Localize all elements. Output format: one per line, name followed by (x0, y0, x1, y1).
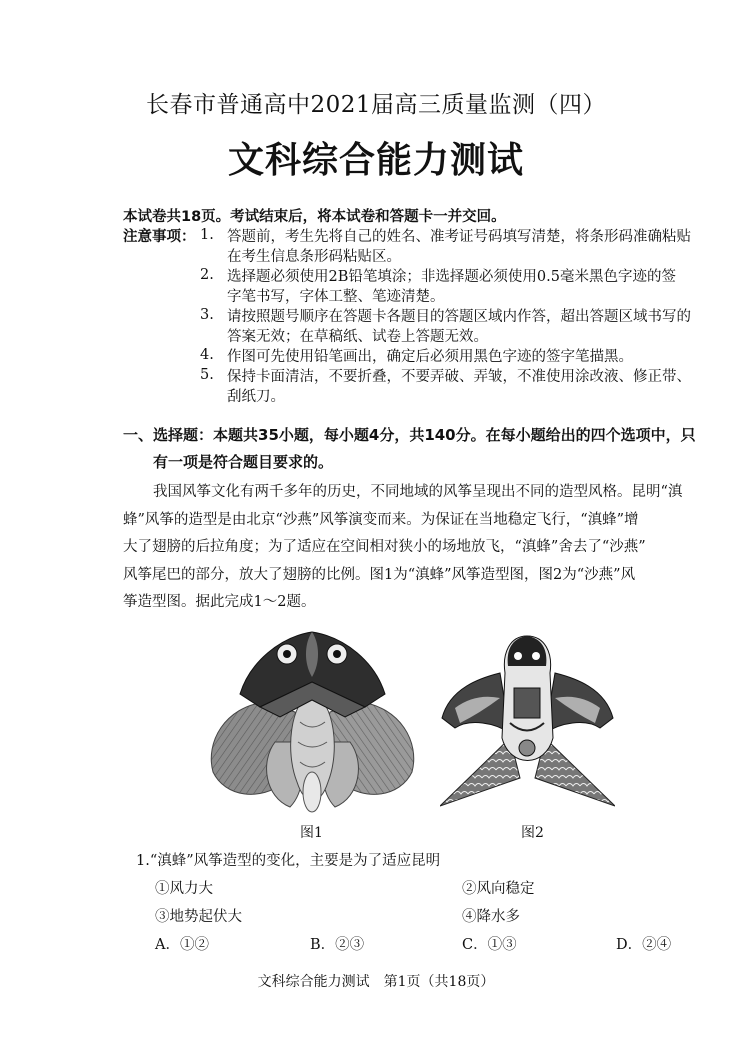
note-text (227, 347, 717, 367)
note-number: 1. (200, 227, 214, 243)
note-text (227, 307, 717, 347)
passage-line: 蜂”风筝的造型是由北京“沙燕”风筝演变而来。为保证在当地稳定飞行，“滇蜂”增 (123, 511, 639, 528)
question-1-item: ③地势起伏大 (155, 909, 242, 925)
note-text (227, 227, 717, 267)
intro-line: 本试卷共18页。考试结束后，将本试卷和答题卡一并交回。 (123, 209, 506, 225)
note-line: 作图可先使用铅笔画出，确定后必须用黑色字迹的签字笔描黑。 (227, 349, 633, 365)
reading-passage (123, 479, 723, 617)
section-heading-line: 一、选择题：本题共35小题，每小题4分，共140分。在每小题给出的四个选项中，只 (123, 426, 696, 444)
note-line: 答题前，考生先将自己的姓名、准考证号码填写清楚，将条形码准确粘贴 (227, 229, 691, 245)
passage-line: 风筝尾巴的部分，放大了翅膀的比例。图1为“滇蜂”风筝造型图，图2为“沙燕”风 (123, 566, 636, 583)
question-1-option-c[interactable]: C．①③ (462, 937, 517, 953)
section-heading-line: 有一项是符合题目要求的。 (153, 453, 334, 471)
figure-1-caption: 图1 (300, 825, 323, 841)
question-1-option-d[interactable]: D．②④ (616, 937, 672, 953)
note-text (227, 267, 717, 307)
note-line: 刮纸刀。 (227, 389, 285, 405)
note-text (227, 367, 717, 407)
section-heading (123, 422, 723, 476)
exam-title: 文科综合能力测试 (227, 139, 524, 181)
note-number: 4. (200, 347, 214, 363)
note-line: 保持卡面清洁，不要折叠，不要弄破、弄皱，不准使用涂改液、修正带、 (227, 369, 691, 385)
question-1-option-b[interactable]: B．②③ (310, 937, 365, 953)
question-1-stem: 1.“滇蜂”风筝造型的变化，主要是为了适应昆明 (136, 853, 441, 869)
question-1-item: ②风向稳定 (462, 881, 535, 897)
note-number: 5. (200, 367, 214, 383)
question-1-option-a[interactable]: A．①② (155, 937, 209, 953)
note-number: 2. (200, 267, 214, 283)
figure-2-caption: 图2 (521, 825, 544, 841)
note-line: 选择题必须使用2B铅笔填涂；非选择题必须使用0.5毫米黑色字迹的签 (227, 269, 676, 285)
figure-2-swallow-kite (440, 628, 615, 808)
note-line: 字笔书写，字体工整、笔迹清楚。 (227, 289, 445, 305)
notice-label: 注意事项： (123, 229, 196, 245)
exam-subtitle: 长春市普通高中2021届高三质量监测（四） (145, 92, 607, 118)
passage-line: 筝造型图。据此完成1～2题。 (123, 594, 316, 610)
note-line: 答案无效；在草稿纸、试卷上答题无效。 (227, 329, 488, 345)
passage-line: 大了翅膀的后拉角度；为了适应在空间相对狭小的场地放飞，“滇蜂”舍去了“沙燕” (123, 539, 646, 555)
figure-1-bee-kite (205, 622, 420, 817)
note-line: 在考生信息条形码粘贴区。 (227, 249, 401, 265)
page-footer: 文科综合能力测试 第1页（共18页） (257, 974, 495, 990)
note-number: 3. (200, 307, 214, 323)
note-line: 请按照题号顺序在答题卡各题目的答题区域内作答，超出答题区域书写的 (227, 309, 691, 325)
question-1-item: ④降水多 (462, 909, 520, 925)
question-1-item: ①风力大 (155, 881, 213, 897)
passage-line: 我国风筝文化有两千多年的历史，不同地域的风筝呈现出不同的造型风格。昆明“滇 (153, 484, 683, 500)
